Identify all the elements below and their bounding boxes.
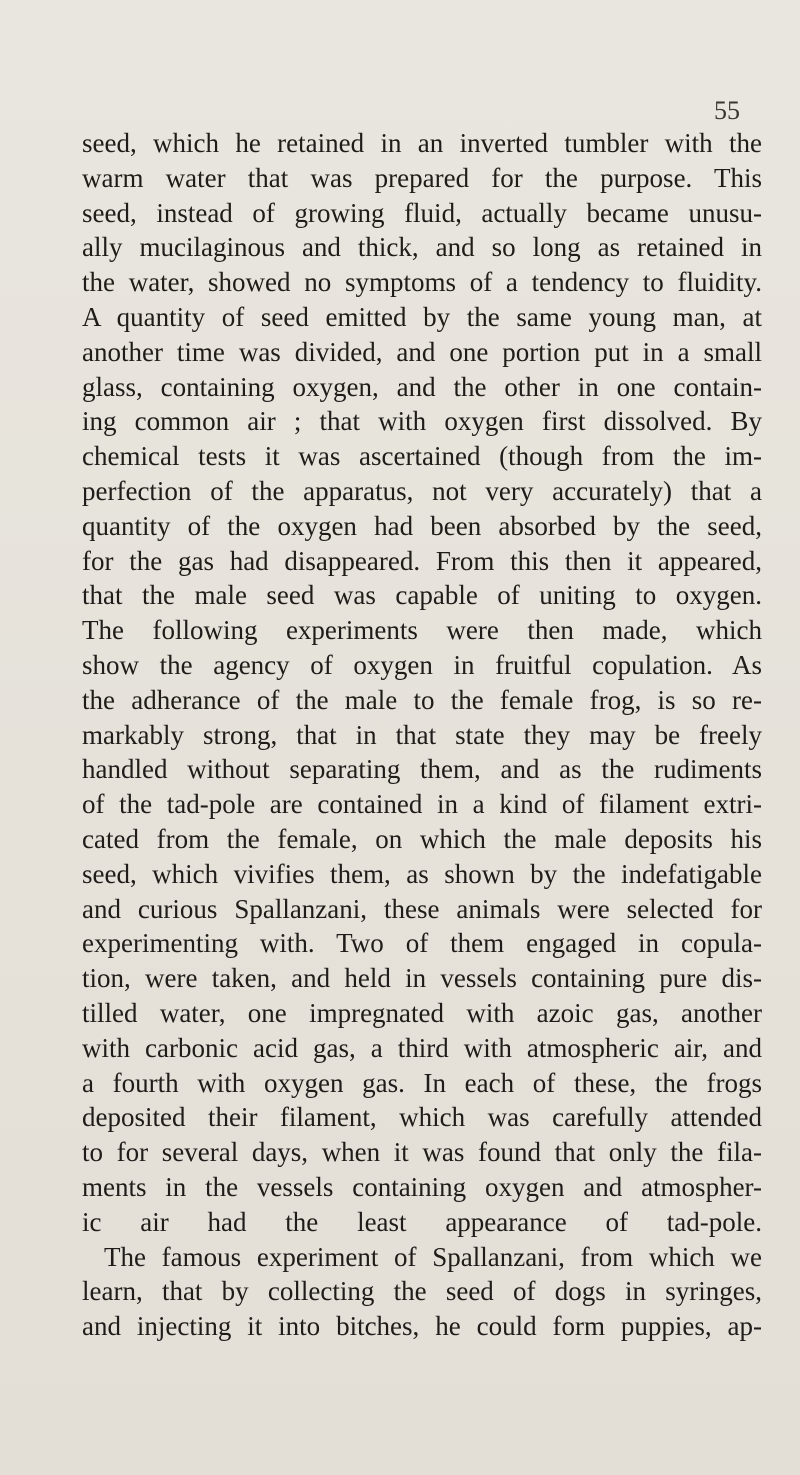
text-line: markably strong, that in that state they may be freely xyxy=(82,719,762,750)
text-line: seed, which vivifies them, as shown by the indefatigable xyxy=(82,858,762,889)
text-line: the water, showed no symptoms of a tendency to fluidity. xyxy=(82,267,762,298)
page-number: 55 xyxy=(714,96,740,125)
body-text xyxy=(82,126,762,1344)
text-line: cated from the female, on which the male deposits his xyxy=(82,823,762,854)
text-line: The following experiments were then made, which xyxy=(82,615,762,646)
text-line: another time was divided, and one portion put in a small xyxy=(82,336,762,367)
text-line: to for several days, when it was found that only the fila- xyxy=(82,1137,762,1168)
text-line: learn, that by collecting the seed of dogs in syringes, xyxy=(82,1276,762,1307)
text-line: perfection of the apparatus, not very accurately) that a xyxy=(82,475,762,506)
text-line: ments in the vessels containing oxygen and atmospher- xyxy=(82,1171,762,1202)
text-line: warm water that was prepared for the purpose. This xyxy=(82,162,762,193)
text-line: chemical tests it was ascertained (though from the im- xyxy=(82,441,762,472)
text-line: and injecting it into bitches, he could form puppies, ap- xyxy=(82,1311,762,1342)
text-line: tion, were taken, and held in vessels containing pure dis- xyxy=(82,963,762,994)
text-line: The famous experiment of Spallanzani, from which we xyxy=(104,1241,762,1272)
text-line: and curious Spallanzani, these animals were selected for xyxy=(82,893,762,924)
text-line: A quantity of seed emitted by the same young man, at xyxy=(82,301,762,332)
text-line: show the agency of oxygen in fruitful copulation. As xyxy=(82,649,762,680)
text-line: deposited their filament, which was carefully attended xyxy=(82,1102,762,1133)
text-line: for the gas had disappeared. From this then it appeared, xyxy=(82,545,762,576)
text-line: a fourth with oxygen gas. In each of these, the frogs xyxy=(82,1067,762,1098)
text-line: quantity of the oxygen had been absorbed by the seed, xyxy=(82,510,762,541)
text-line: ing common air ; that with oxygen first dissolved. By xyxy=(82,406,762,437)
text-line: of the tad-pole are contained in a kind of filament extri- xyxy=(82,789,762,820)
text-line: with carbonic acid gas, a third with atmospheric air, and xyxy=(82,1032,762,1063)
text-line: seed, which he retained in an inverted tumbler with the xyxy=(82,128,762,158)
text-line: tilled water, one impregnated with azoic gas, another xyxy=(82,997,762,1028)
text-line: experimenting with. Two of them engaged in copula- xyxy=(82,928,762,959)
text-line: the adherance of the male to the female frog, is so re- xyxy=(82,684,762,715)
text-line: glass, containing oxygen, and the other in one contain- xyxy=(82,371,762,402)
text-line: ally mucilaginous and thick, and so long as retained in xyxy=(82,232,762,263)
text-line: ic air had the least appearance of tad-pole. xyxy=(82,1206,762,1237)
text-line: that the male seed was capable of uniting to oxygen. xyxy=(82,580,762,611)
text-line: handled without separating them, and as the rudiments xyxy=(82,754,762,785)
text-line: seed, instead of growing fluid, actually became unusu- xyxy=(82,197,762,228)
